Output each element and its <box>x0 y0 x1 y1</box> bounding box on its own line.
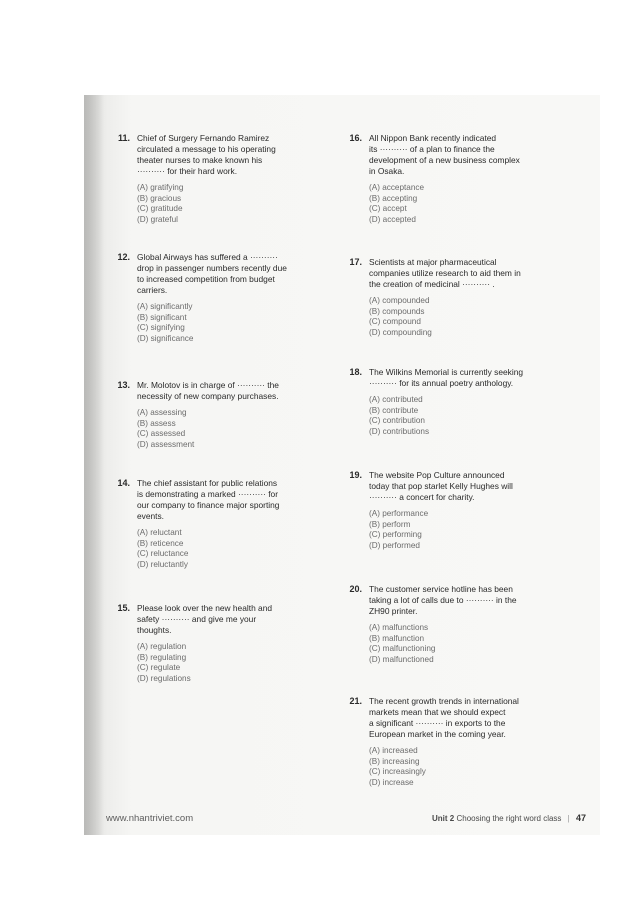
question-line: in Osaka. <box>369 166 405 176</box>
question-line: Chief of Surgery Fernando Ramirez <box>137 133 270 143</box>
answer-option: (B) regulating <box>137 652 187 662</box>
page-number: 47 <box>575 813 586 823</box>
question-line: ZH90 printer. <box>369 606 418 616</box>
answer-option: (C) increasingly <box>369 767 426 777</box>
question-text <box>369 133 586 177</box>
question-number: 19. <box>349 470 362 480</box>
answer-options <box>137 183 350 225</box>
question-text <box>369 470 586 503</box>
answer-options <box>369 395 586 437</box>
question-line: drop in passenger numbers recently due <box>137 263 287 273</box>
question-line: markets mean that we should expect <box>369 707 506 717</box>
answer-option: (A) compounded <box>369 296 430 305</box>
answer-option: (D) performed <box>369 540 420 550</box>
answer-option: (A) gratifying <box>137 183 184 192</box>
question-number: 14. <box>117 478 130 488</box>
question-line: European market in the coming year. <box>369 729 506 739</box>
question-11 <box>110 133 350 225</box>
question-line: The Wilkins Memorial is currently seeking <box>369 367 524 377</box>
answer-option: (A) contributed <box>369 395 423 404</box>
question-line: today that pop starlet Kelly Hughes will <box>369 481 513 491</box>
question-17 <box>342 257 586 338</box>
question-text <box>137 133 350 177</box>
question-line: companies utilize research to aid them in <box>369 268 521 278</box>
answer-option: (C) assessed <box>137 429 186 439</box>
question-line: Scientists at major pharmaceutical <box>369 257 497 267</box>
question-number: 16. <box>349 133 362 143</box>
question-text <box>137 478 350 522</box>
answer-option: (B) assess <box>137 418 176 428</box>
question-line: is demonstrating a marked ·········· for <box>137 489 279 499</box>
question-line: thoughts. <box>137 625 172 635</box>
question-number: 20. <box>349 584 362 594</box>
question-line: to increased competition from budget <box>137 274 275 284</box>
answer-option: (C) accept <box>369 204 407 214</box>
question-line: safety ·········· and give me your <box>137 614 257 624</box>
answer-option: (C) regulate <box>137 663 181 673</box>
answer-options <box>137 642 350 684</box>
answer-option: (B) perform <box>369 519 411 529</box>
question-line: the creation of medicinal ·········· . <box>369 279 495 289</box>
answer-option: (A) increased <box>369 746 418 755</box>
question-line: All Nippon Bank recently indicated <box>369 133 497 143</box>
answer-option: (C) contribution <box>369 416 425 426</box>
answer-options <box>137 408 350 450</box>
answer-option: (B) contribute <box>369 405 419 415</box>
question-number: 18. <box>349 367 362 377</box>
question-15 <box>110 603 350 684</box>
answer-option: (D) significance <box>137 333 194 343</box>
answer-option: (B) gracious <box>137 193 182 203</box>
question-line: carriers. <box>137 285 168 295</box>
question-12 <box>110 252 350 344</box>
page-footer <box>432 813 586 823</box>
question-18 <box>342 367 586 437</box>
question-line: Please look over the new health and <box>137 603 273 613</box>
question-line: Mr. Molotov is in charge of ·········· the <box>137 380 279 390</box>
question-line: circulated a message to his operating <box>137 144 276 154</box>
answer-option: (C) malfunctioning <box>369 644 436 654</box>
question-text <box>137 380 350 402</box>
question-text <box>369 584 586 617</box>
answer-option: (C) performing <box>369 530 422 540</box>
answer-option: (D) malfunctioned <box>369 654 434 664</box>
unit-title: Choosing the right word class <box>456 814 562 823</box>
question-line: ·········· for their hard work. <box>137 166 238 176</box>
answer-option: (C) reluctance <box>137 549 189 559</box>
answer-option: (D) assessment <box>137 439 195 449</box>
question-line: our company to finance major sporting <box>137 500 280 510</box>
question-line: The customer service hotline has been <box>369 584 513 594</box>
answer-options <box>369 509 586 551</box>
answer-options <box>369 623 586 665</box>
answer-option: (B) accepting <box>369 193 418 203</box>
question-number: 21. <box>349 696 362 706</box>
answer-option: (D) contributions <box>369 426 430 436</box>
question-21 <box>342 696 586 788</box>
question-14 <box>110 478 350 570</box>
question-number: 15. <box>117 603 130 613</box>
answer-option: (A) regulation <box>137 642 187 651</box>
answer-option: (B) significant <box>137 312 187 322</box>
question-16 <box>342 133 586 225</box>
answer-option: (D) increase <box>369 777 414 787</box>
answer-option: (A) acceptance <box>369 183 425 192</box>
question-number: 13. <box>117 380 130 390</box>
question-19 <box>342 470 586 551</box>
answer-option: (D) accepted <box>369 214 416 224</box>
question-number: 17. <box>349 257 362 267</box>
question-line: taking a lot of calls due to ·········· in the <box>369 595 517 605</box>
question-text <box>369 257 586 290</box>
question-line: necessity of new company purchases. <box>137 391 279 401</box>
answer-option: (A) malfunctions <box>369 623 429 632</box>
book-page <box>84 95 600 835</box>
answer-options <box>369 746 586 788</box>
answer-option: (D) regulations <box>137 673 191 683</box>
answer-option: (D) reluctantly <box>137 559 188 569</box>
answer-options <box>369 183 586 225</box>
answer-options <box>369 296 586 338</box>
answer-option: (B) increasing <box>369 756 420 766</box>
question-line: Global Airways has suffered a ·········· <box>137 252 278 262</box>
footer-divider: | <box>567 814 570 823</box>
question-text <box>137 603 350 636</box>
question-number: 12. <box>117 252 130 262</box>
question-text <box>369 696 586 740</box>
question-20 <box>342 584 586 665</box>
unit-label: Unit 2 <box>432 814 455 823</box>
question-line: development of a new business complex <box>369 155 520 165</box>
answer-option: (A) assessing <box>137 408 187 417</box>
answer-option: (C) signifying <box>137 323 185 333</box>
answer-options <box>137 528 350 570</box>
question-line: ·········· for its annual poetry anthology. <box>369 378 514 388</box>
answer-option: (C) compound <box>369 317 421 327</box>
question-line: The website Pop Culture announced <box>369 470 505 480</box>
question-line: its ·········· of a plan to finance the <box>369 144 495 154</box>
question-line: The recent growth trends in international <box>369 696 519 706</box>
question-line: events. <box>137 511 165 521</box>
question-text <box>369 367 586 389</box>
answer-options <box>137 302 350 344</box>
answer-option: (A) reluctant <box>137 528 182 537</box>
answer-option: (C) gratitude <box>137 204 183 214</box>
question-line: ·········· a concert for charity. <box>369 492 475 502</box>
website-url: www.nhantriviet.com <box>106 813 194 824</box>
answer-option: (D) compounding <box>369 327 432 337</box>
answer-option: (A) performance <box>369 509 429 518</box>
question-text <box>137 252 350 296</box>
question-13 <box>110 380 350 450</box>
answer-option: (B) malfunction <box>369 633 425 643</box>
question-line: a significant ·········· in exports to the <box>369 718 506 728</box>
answer-option: (B) reticence <box>137 538 184 548</box>
question-number: 11. <box>117 133 130 143</box>
answer-option: (A) significantly <box>137 302 193 311</box>
answer-option: (D) grateful <box>137 214 178 224</box>
answer-option: (B) compounds <box>369 306 425 316</box>
question-line: The chief assistant for public relations <box>137 478 278 488</box>
question-line: theater nurses to make known his <box>137 155 263 165</box>
